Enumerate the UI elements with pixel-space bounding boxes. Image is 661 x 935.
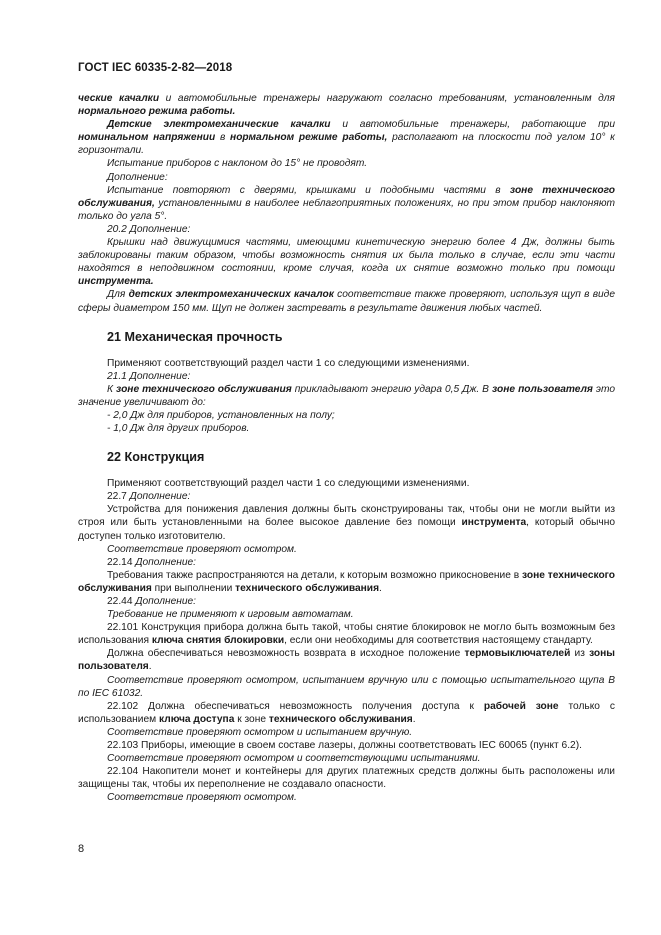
text-run: Испытание повторяют с дверями, крышками и подобными частями в bbox=[107, 184, 510, 196]
list-item: - 2,0 Дж для приборов, установленных на полу; bbox=[107, 409, 335, 421]
paragraph bbox=[78, 288, 615, 314]
paragraph bbox=[78, 726, 615, 739]
text-run: 22.44 bbox=[107, 596, 136, 607]
text-run: Дополнение: bbox=[135, 596, 197, 607]
text-run: 22.104 Накопители монет и контейнеры для других платежных средств должны быть расположены или защищены так, чтобы их переполнение не создавало опасности. bbox=[78, 766, 615, 791]
text-run: 22.102 Должна обеспечиваться невозможность получения доступа к bbox=[107, 700, 484, 712]
text-run: . bbox=[412, 713, 416, 725]
list-item: - 1,0 Дж для других приборов. bbox=[107, 423, 250, 435]
paragraph bbox=[78, 543, 615, 556]
paragraph bbox=[78, 791, 615, 804]
section-22-body bbox=[78, 477, 615, 804]
text-run: Должна обеспечиваться невозможность возврата в исходное положение bbox=[107, 648, 465, 660]
text-run: Дополнение: bbox=[135, 556, 197, 568]
paragraph bbox=[78, 647, 615, 673]
term-bold: ческие качалки bbox=[78, 93, 160, 104]
text-run: 22.101 Конструкция прибора должна быть такой, чтобы снятие блокировок не могло быть возможным без использования bbox=[78, 622, 615, 647]
paragraph bbox=[78, 608, 615, 621]
term-bold: зоне технического обслуживания bbox=[116, 383, 292, 395]
text-run: прикладывают энергию удара 0,5 Дж. В bbox=[291, 383, 492, 395]
term-bold: рабочей зоне bbox=[483, 700, 559, 712]
text-run: 20.2 Дополнение: bbox=[107, 223, 191, 235]
paragraph bbox=[78, 700, 615, 726]
term-bold: Детские электромеханические качалки bbox=[107, 119, 331, 131]
section-heading-22: 22 Конструкция bbox=[107, 450, 205, 465]
paragraph bbox=[78, 157, 615, 170]
text-run: только с использованием bbox=[78, 700, 615, 725]
text-run: , если они необходимы для соответствия настоящему стандарту. bbox=[284, 635, 593, 647]
paragraph: Применяют соответствующий раздел части 1 со следующими изменениями. bbox=[107, 357, 470, 369]
paragraph bbox=[78, 621, 615, 647]
paragraph bbox=[78, 752, 615, 765]
term-bold: нормальном режиме работы, bbox=[230, 132, 388, 144]
text-run: К bbox=[107, 383, 117, 395]
text-run: Испытание приборов с наклоном до 15° не проводят. bbox=[107, 158, 368, 170]
text-run: . bbox=[379, 582, 382, 594]
text-run: 22.7 bbox=[107, 491, 130, 503]
term-bold: термовыключателей bbox=[464, 648, 571, 660]
text-run: 22.14 bbox=[107, 556, 136, 568]
text-run: Устройства для понижения давления должны быть сконструированы так, чтобы они не могли выйти из строя или быть установленными на более высокое давление без помощи bbox=[78, 504, 615, 529]
term-bold: детских электромеханических качалок bbox=[128, 289, 334, 301]
text-run: Соответствие проверяют осмотром. bbox=[107, 543, 297, 555]
paragraph bbox=[78, 595, 615, 608]
paragraph bbox=[78, 236, 615, 288]
page-body bbox=[78, 92, 615, 805]
paragraph bbox=[78, 739, 615, 752]
paragraph bbox=[78, 503, 615, 542]
text-run: Соответствие проверяют осмотром и испытанием вручную. bbox=[107, 726, 413, 738]
text-run: к зоне bbox=[234, 713, 269, 725]
term-bold: инструмента. bbox=[78, 276, 154, 288]
paragraph bbox=[78, 477, 615, 490]
paragraph: 21.1 Дополнение: bbox=[107, 370, 191, 382]
text-run: Требование не применяют к игровым автоматам. bbox=[107, 609, 354, 621]
paragraph bbox=[78, 765, 615, 791]
paragraph bbox=[78, 383, 615, 409]
text-run: , который обычно доступен только изготовителю. bbox=[78, 517, 615, 542]
term-bold: зоне технического обслуживания, bbox=[78, 184, 615, 209]
term-bold: номинальном напряжении bbox=[78, 132, 216, 144]
term-bold: технического обслуживания bbox=[235, 582, 380, 594]
paragraph bbox=[78, 556, 615, 569]
term-bold: ключа снятия блокировки bbox=[151, 635, 285, 647]
paragraph bbox=[78, 118, 615, 157]
text-run: Соответствие проверяют осмотром. bbox=[107, 792, 297, 804]
text-run: Требования также распространяются на детали, к которым возможно прикосновение в bbox=[107, 569, 523, 581]
page-number: 8 bbox=[78, 843, 85, 855]
text-run: Для bbox=[107, 289, 129, 301]
term-bold: ключа доступа bbox=[159, 713, 235, 725]
text-run: в bbox=[215, 132, 231, 144]
text-run: и автомобильные тренажеры нагружают согласно требованиям, установленным для bbox=[159, 93, 615, 104]
term-bold: технического обслуживания bbox=[268, 713, 413, 725]
text-run: Дополнение: bbox=[107, 171, 168, 183]
paragraph bbox=[78, 92, 615, 118]
text-run: это значение увеличивают до: bbox=[78, 383, 615, 408]
paragraph bbox=[78, 184, 615, 223]
paragraph bbox=[78, 490, 615, 503]
term-bold: нормального режима работы. bbox=[78, 106, 236, 118]
text-run: . bbox=[148, 661, 152, 673]
term-bold: зоне технического обслуживания bbox=[78, 569, 615, 594]
text-run: из bbox=[570, 648, 590, 660]
paragraph bbox=[78, 674, 615, 700]
text-run: соответствие также проверяют, используя щуп в виде сферы диаметром 150 мм. Щуп не должен застревать в результате движения любых частей. bbox=[78, 289, 615, 314]
text-run: установленными в наиболее неблагоприятных положениях, но при этом прибор наклоняют только до угла 5°. bbox=[78, 197, 615, 222]
text-run: и автомобильные тренажеры, работающие при bbox=[330, 119, 616, 131]
term-bold: зоны пользователя bbox=[78, 648, 615, 673]
text-run: Применяют соответствующий раздел части 1 со следующими изменениями. bbox=[107, 478, 470, 490]
text-run: 22.103 Приборы, имеющие в своем составе лазеры, должны соответствовать IEC 60065 (пункт 6.2). bbox=[107, 740, 582, 752]
document-header: ГОСТ IEC 60335-2-82—2018 bbox=[78, 62, 233, 74]
text-run: при выполнении bbox=[151, 582, 236, 594]
paragraph bbox=[78, 223, 615, 236]
term-bold: зоне пользователя bbox=[491, 383, 593, 395]
paragraph bbox=[78, 171, 615, 184]
text-run: располагают на плоскости под углом 10° к горизонтали. bbox=[78, 132, 615, 157]
text-run: Дополнение: bbox=[129, 491, 191, 503]
text-run: Соответствие проверяют осмотром, испытанием вручную или с помощью испытательного щупа B по IEC 61032. bbox=[78, 674, 615, 699]
paragraph bbox=[78, 569, 615, 595]
text-run: Соответствие проверяют осмотром и соответствующими испытаниями. bbox=[107, 753, 481, 765]
text-run: Крышки над движущимися частями, имеющими кинетическую энергию более 4 Дж, должны быть заблокированы таким образом, чтобы возможность снятия их была только в случае, если эти части находятся в неподвижном состоянии, кроме случая, когда их снятие возможно только при помощи bbox=[78, 237, 615, 275]
section-heading-21: 21 Механическая прочность bbox=[107, 329, 283, 344]
term-bold: инструмента bbox=[461, 517, 527, 529]
